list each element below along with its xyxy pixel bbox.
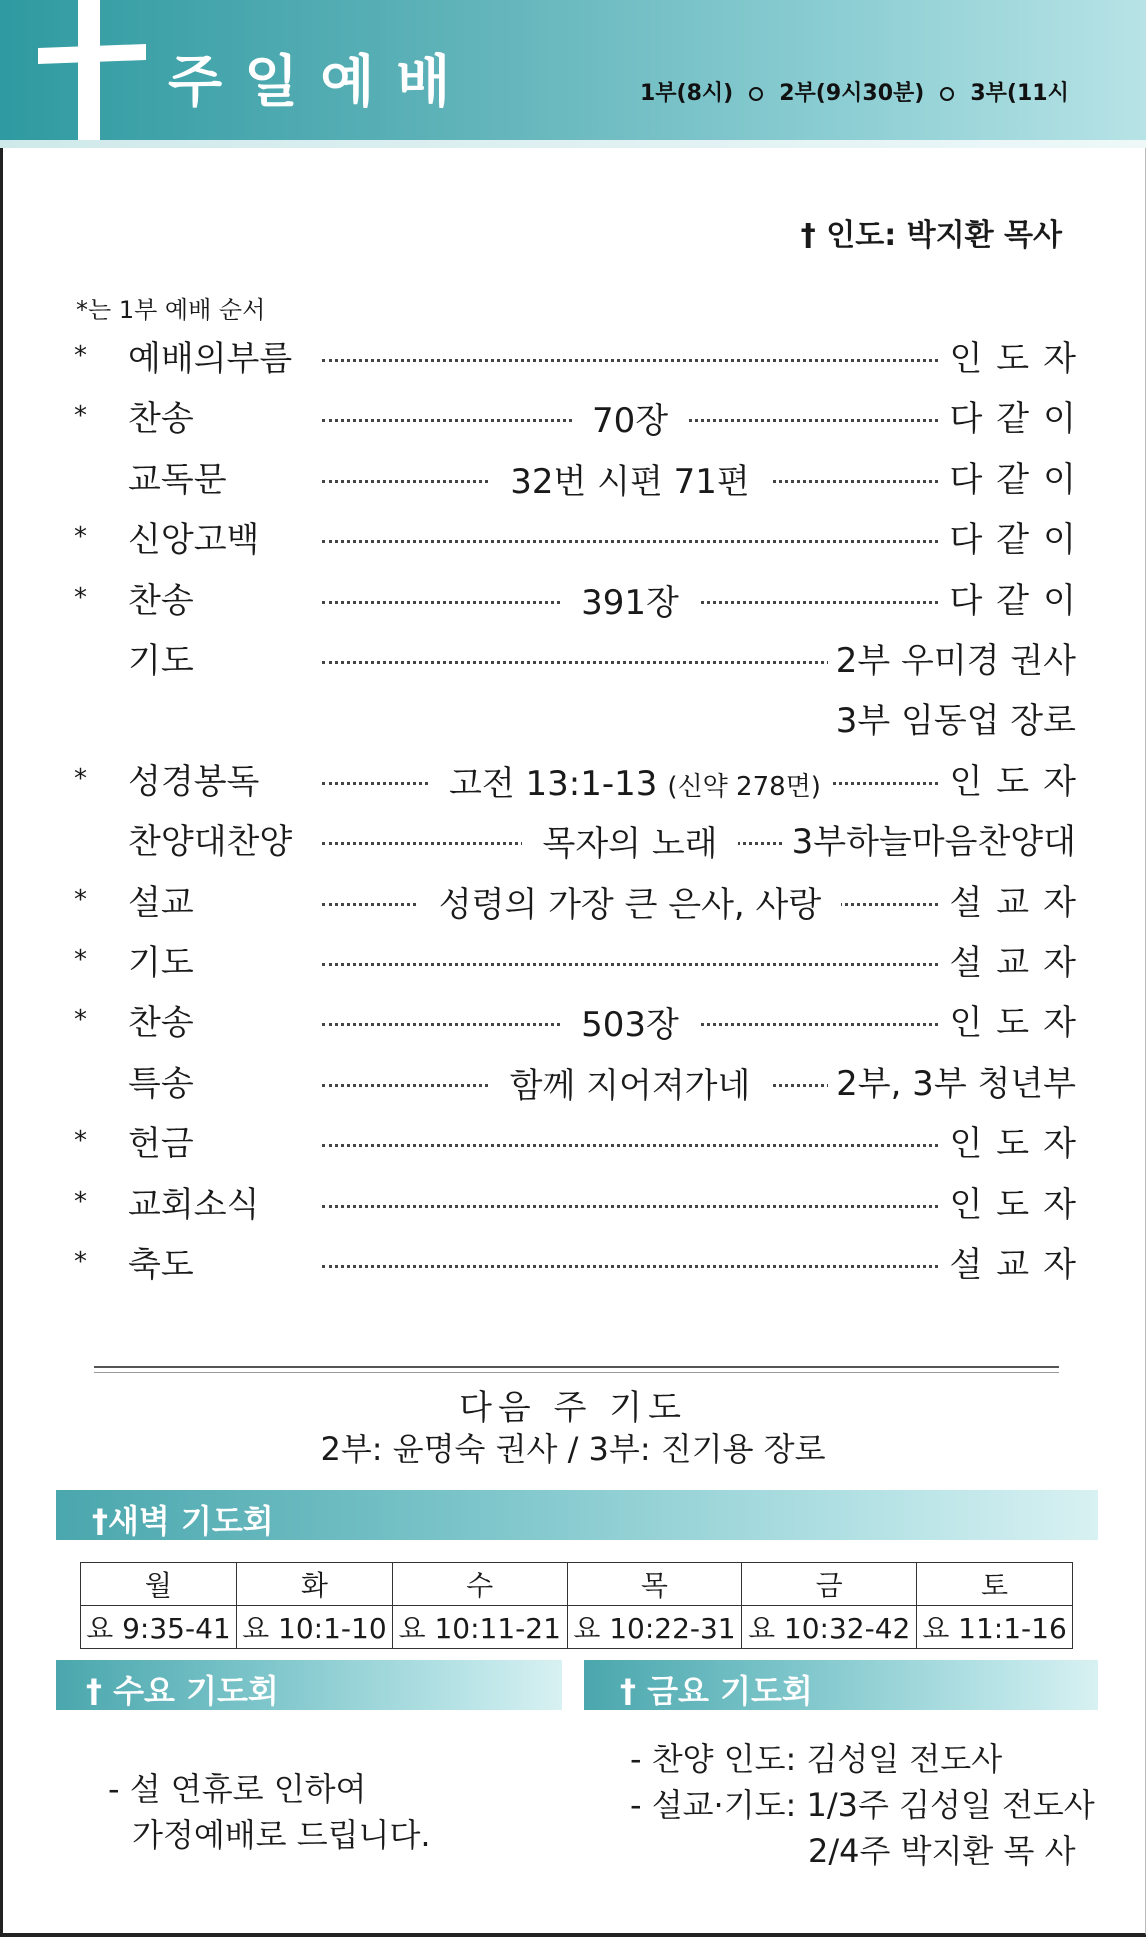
friday-line: 2/4주 박지환 목 사 [808,1832,1076,1870]
order-item-name: 성경봉독 [128,762,260,802]
order-row [0,1050,1146,1110]
order-row [0,506,1146,566]
verse-cell: 요 10:22-31 [567,1606,742,1649]
day-cell: 토 [917,1563,1073,1606]
order-item-detail-text: 70장 [582,401,678,441]
table-row [81,1606,1073,1649]
order-item-detail-text: 성령의 가장 큰 은사, 사랑 [429,885,831,925]
order-row [0,385,1146,445]
verse-cell: 요 9:35-41 [81,1606,237,1649]
order-row [0,989,1146,1049]
order-row [0,1110,1146,1170]
order-item-name: 신앙고백 [128,520,260,560]
order-item-name: 교회소식 [128,1185,260,1225]
first-service-marker: * [74,1247,87,1277]
verse-cell: 요 10:11-21 [392,1606,567,1649]
order-row [0,1171,1146,1231]
dawn-prayer-label: †새벽 기도회 [92,1502,274,1540]
wednesday-line: 가정예배로 드립니다. [132,1816,431,1854]
friday-prayer-band [584,1660,1098,1710]
friday-line: - 찬양 인도: 김성일 전도사 [630,1740,1003,1778]
dotted-leader [322,359,938,362]
order-item-name: 기도 [128,943,194,983]
dotted-leader [322,540,938,543]
wednesday-line: - 설 연휴로 인하여 [108,1770,367,1808]
order-row [0,869,1146,929]
dotted-leader [322,1205,938,1208]
order-item-person: 2부 우미경 권사 [828,633,1076,682]
order-item-detail-note: (신약 278면) [667,772,821,802]
order-item-name: 찬송 [128,399,194,439]
order-item-name: 교독문 [128,460,227,500]
order-item-person: 인도자 [941,331,1090,380]
order-item-detail [322,756,938,805]
order-item-detail [322,997,938,1046]
order-item-person-2: 3부 임동업 장로 [835,701,1076,741]
order-row [0,1231,1146,1291]
order-item-detail-text: 391장 [571,583,689,623]
order-item-detail-text: 32번 시편 71편 [500,462,760,502]
order-item-name: 설교 [128,883,194,923]
order-item-person: 다같이 [941,573,1090,622]
order-item-name: 찬송 [128,581,194,621]
dotted-leader [322,1265,938,1268]
order-item-detail [322,877,938,926]
order-item-detail [322,454,938,503]
order-item-person: 인도자 [941,995,1090,1044]
order-item-name: 예배의부름 [128,339,293,379]
next-prayer-body: 2부: 윤명숙 권사 / 3부: 진기용 장로 [320,1430,826,1468]
header-shadow [0,140,1146,148]
day-cell: 수 [392,1563,567,1606]
order-item-name: 헌금 [128,1124,194,1164]
circle-separator-icon [749,87,763,101]
service-times [640,76,1069,107]
verse-cell: 요 10:32-42 [742,1606,917,1649]
dawn-prayer-table [80,1562,1073,1649]
service-time-3: 3부(11시 [970,81,1069,106]
order-item-name: 축도 [128,1245,194,1285]
order-item-name: 찬송 [128,1003,194,1043]
order-item-person: 설교자 [941,875,1090,924]
day-cell: 목 [567,1563,742,1606]
order-item-detail-text: 고전 13:1-13 [439,764,667,804]
order-item-detail-text: 목자의 노래 [532,824,727,864]
day-cell: 금 [742,1563,917,1606]
service-time-1: 1부(8시) [640,81,734,106]
order-item-person: 2부, 3부 청년부 [828,1056,1076,1105]
order-row [0,567,1146,627]
wednesday-prayer-band [56,1660,562,1710]
day-cell: 월 [81,1563,237,1606]
order-row [0,808,1146,868]
first-service-marker: * [74,764,87,794]
friday-prayer-label: † 금요 기도회 [620,1672,813,1710]
dotted-leader [322,963,938,966]
first-service-marker: * [74,1005,87,1035]
cross-icon-bar [38,44,146,64]
verse-cell: 요 10:1-10 [236,1606,392,1649]
friday-line: - 설교·기도: 1/3주 김성일 전도사 [630,1786,1095,1824]
order-row [0,446,1146,506]
first-service-marker: * [74,945,87,975]
wednesday-prayer-text [108,1766,431,1858]
order-item-person: 인도자 [941,754,1090,803]
first-service-marker: * [74,341,87,371]
first-service-marker: * [74,1187,87,1217]
service-time-2: 2부(9시30분) [779,81,925,106]
dawn-prayer-band [56,1490,1098,1540]
order-item-name: 특송 [128,1064,194,1104]
wednesday-prayer-label: † 수요 기도회 [86,1672,279,1710]
order-item-person: 다같이 [941,391,1090,440]
order-item-detail-text: 함께 지어져가네 [500,1066,761,1106]
verse-cell: 요 11:1-16 [917,1606,1073,1649]
dotted-leader [322,1144,938,1147]
first-service-marker: * [74,522,87,552]
table-row [81,1563,1073,1606]
order-item-detail [322,575,938,624]
order-item-detail-text: 503장 [571,1005,689,1045]
worship-leader: † 인도: 박지환 목사 [800,218,1062,253]
friday-prayer-text [630,1736,1095,1874]
order-row [0,627,1146,687]
order-row [0,748,1146,808]
order-item-name: 기도 [128,641,194,681]
order-item-person: 설교자 [941,1237,1090,1286]
order-item-detail [322,393,938,442]
order-row [0,325,1146,385]
next-prayer-title: 다음 주 기도 [459,1388,687,1428]
header-band [0,0,1146,140]
circle-separator-icon [940,87,954,101]
divider [94,1366,1059,1373]
first-service-marker: * [74,583,87,613]
first-service-marker: * [74,1126,87,1156]
order-note: *는 1부 예배 순서 [76,296,266,324]
order-item-person: 다같이 [941,512,1090,561]
order-row [0,929,1146,989]
page-title: 주일예배 [168,50,473,115]
order-item-person: 3부하늘마음찬양대 [784,814,1076,863]
order-item-person: 다같이 [941,452,1090,501]
order-item-person: 인도자 [941,1116,1090,1165]
order-item-person: 인도자 [941,1177,1090,1226]
order-item-person: 설교자 [941,935,1090,984]
day-cell: 화 [236,1563,392,1606]
first-service-marker: * [74,401,87,431]
first-service-marker: * [74,885,87,915]
order-item-name: 찬양대찬양 [128,822,293,862]
cross-icon [78,0,100,148]
